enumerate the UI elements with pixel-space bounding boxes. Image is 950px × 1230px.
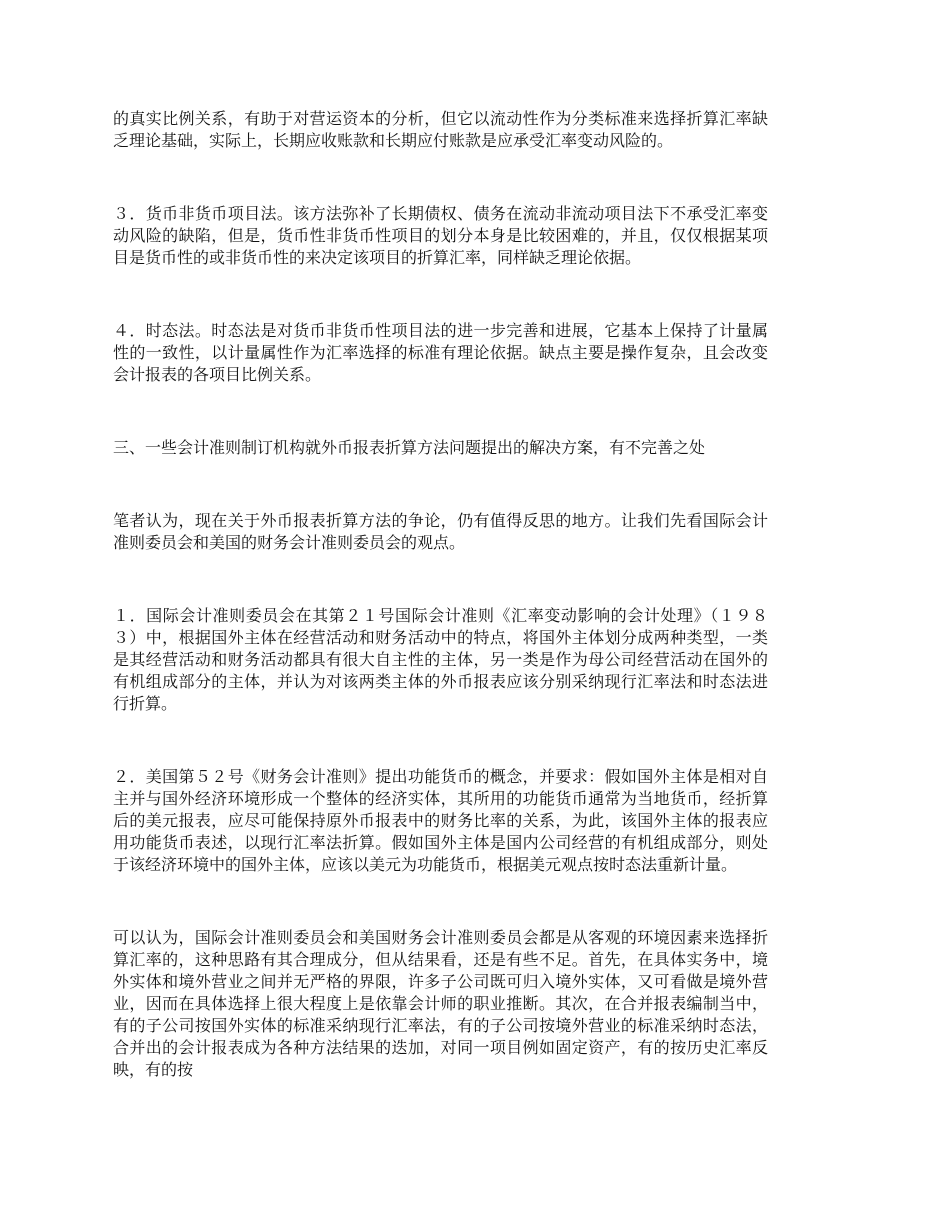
- paragraph-item-2: ２．美国第５２号《财务会计准则》提出功能货币的概念，并要求：假如国外主体是相对自主并与国外经济环境形成一个整体的经济实体，其所用的功能货币通常为当地货币，经折算后的美元报表，应尽可能保持原外币报表中的财务比率的关系，为此，该国外主体的报表应用功能货币表述，以现行汇率法折算。假如国外主体是国内公司经营的有机组成部分，则处于该经济环境中的国外主体，应该以美元为功能货币，根据美元观点按时态法重新计量。: [113, 767, 768, 874]
- paragraph-continuation: 的真实比例关系，有助于对营运资本的分析，但它以流动性作为分类标准来选择折算汇率缺乏理论基础，实际上，长期应收账款和长期应付账款是应承受汇率变动风险的。: [113, 109, 768, 150]
- document-body: [113, 108, 768, 1132]
- paragraph-author-view: 笔者认为，现在关于外币报表折算方法的争论，仍有值得反思的地方。让我们先看国际会计准则委员会和美国的财务会计准则委员会的观点。: [113, 511, 768, 552]
- section-heading-3: 三、一些会计准则制订机构就外币报表折算方法问题提出的解决方案，有不完善之处: [113, 438, 706, 457]
- paragraph-item-3: ３．货币非货币项目法。该方法弥补了长期债权、债务在流动非流动项目法下不承受汇率变动风险的缺陷，但是，货币性非货币性项目的划分本身是比较困难的，并且，仅仅根据某项目是货币性的或非货币性的来决定该项目的折算汇率，同样缺乏理论依据。: [113, 204, 768, 267]
- paragraph-item-4: ４．时态法。时态法是对货币非货币性项目法的进一步完善和进展，它基本上保持了计量属性的一致性，以计量属性作为汇率选择的标准有理论依据。缺点主要是操作复杂，且会改变会计报表的各项目比例关系。: [113, 321, 768, 384]
- paragraph-conclusion: 可以认为，国际会计准则委员会和美国财务会计准则委员会都是从客观的环境因素来选择折算汇率的，这种思路有其合理成分，但从结果看，还是有些不足。首先，在具体实务中，境外实体和境外营业之间并无严格的界限，许多子公司既可归入境外实体，又可看做是境外营业，因而在具体选择上很大程度上是依靠会计师的职业推断。其次，在合并报表编制当中，有的子公司按国外实体的标准采纳现行汇率法，有的子公司按境外营业的标准采纳时态法，合并出的会计报表成为各种方法结果的迭加，对同一项目例如固定资产，有的按历史汇率反映，有的按: [113, 928, 768, 1079]
- paragraph-item-1: １．国际会计准则委员会在其第２１号国际会计准则《汇率变动影响的会计处理》（１９８３）中，根据国外主体在经营活动和财务活动中的特点，将国外主体划分成两种类型，一类是其经营活动和财务活动都具有很大自主性的主体，另一类是作为母公司经营活动在国外的有机组成部分的主体，并认为对该两类主体的外币报表应该分别采纳现行汇率法和时态法进行折算。: [113, 606, 768, 713]
